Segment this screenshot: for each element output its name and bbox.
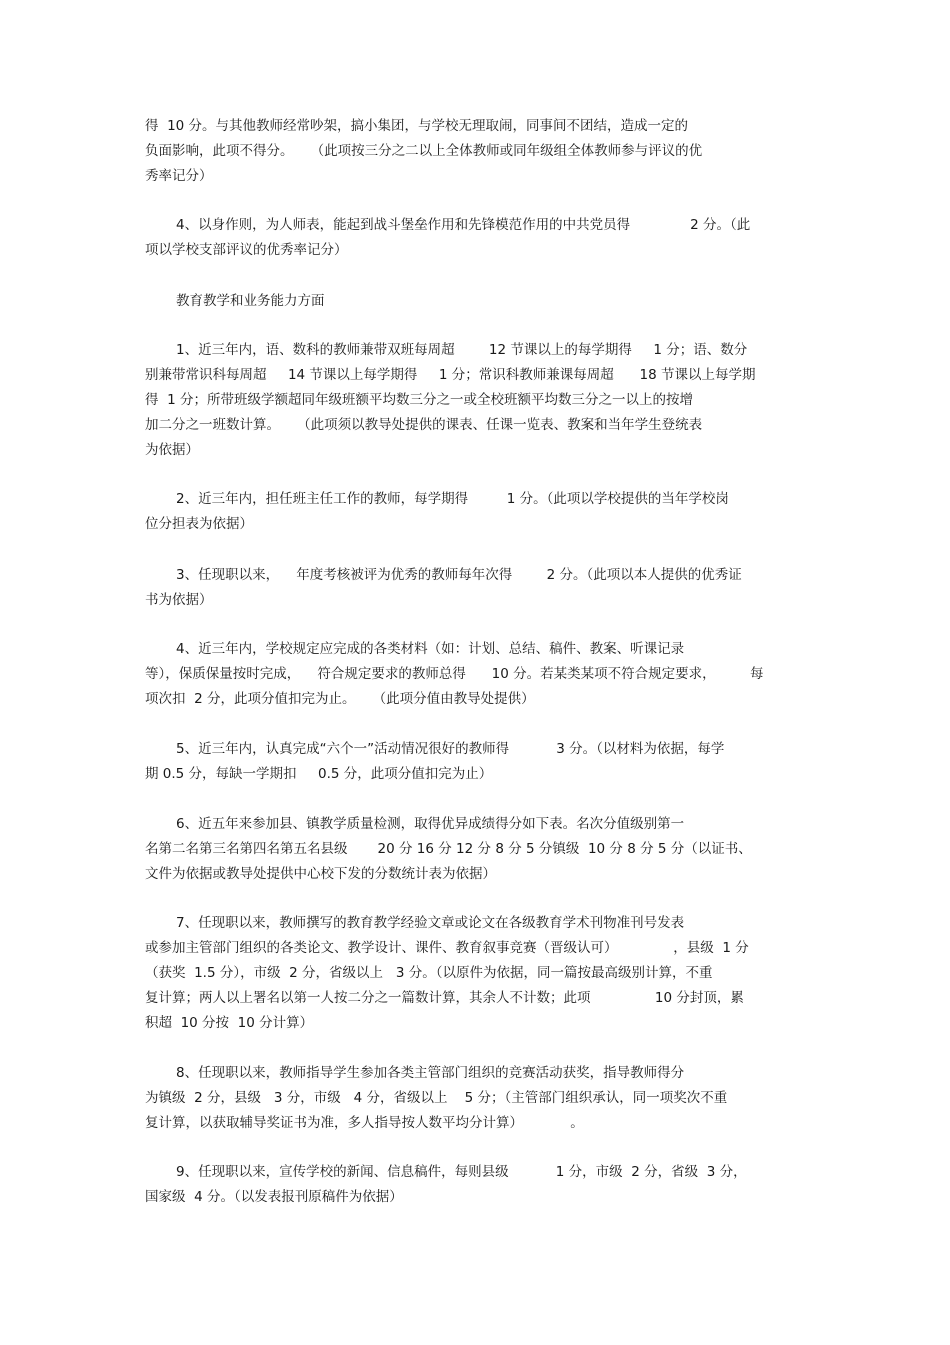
- text-line: 7、任现职以来，教师撰写的教育教学经验文章或论文在各级教育学术刊物准刊号发表: [176, 915, 685, 931]
- text-line: 为镇级 2 分，县级 3 分，市级 4 分，省级以上 5 分；（主管部门组织承认，同一项奖次不重: [145, 1090, 728, 1106]
- text-line: 国家级 4 分。（以发表报刊原稿件为依据）: [145, 1189, 403, 1205]
- text-line: （获奖 1.5 分），市级 2 分，省级以上 3 分。（以原件为依据，同一篇按最高级别计算，不重: [145, 965, 713, 981]
- text-line: 积超 10 分按 10 分计算）: [145, 1015, 314, 1031]
- section-heading: 教育教学和业务能力方面: [176, 293, 325, 309]
- text-line: 4、近三年内，学校规定应完成的各类材料（如：计划、总结、稿件、教案、听课记录: [176, 641, 685, 657]
- text-line: 4、以身作则，为人师表，能起到战斗堡垒作用和先锋模范作用的中共党员得 2 分。（此: [176, 217, 751, 233]
- text-line: 3、任现职以来， 年度考核被评为优秀的教师每年次得 2 分。（此项以本人提供的优秀证: [176, 567, 742, 583]
- text-line: 5、近三年内，认真完成“六个一”活动情况很好的教师得 3 分。（以材料为依据，每学: [176, 741, 725, 757]
- text-line: 或参加主管部门组织的各类论文、教学设计、课件、教育叙事竞赛（晋级认可） ，县级 1 分: [145, 940, 749, 956]
- text-line: 1、近三年内，语、数科的教师兼带双班每周超 12 节课以上的每学期得 1 分；语、数分: [176, 342, 748, 358]
- text-line: 书为依据）: [145, 592, 213, 608]
- text-line: 8、任现职以来，教师指导学生参加各类主管部门组织的竞赛活动获奖，指导教师得分: [176, 1065, 685, 1081]
- text-line: 2、近三年内，担任班主任工作的教师，每学期得 1 分。（此项以学校提供的当年学校岗: [176, 491, 729, 507]
- text-line: 别兼带常识科每周超 14 节课以上每学期得 1 分；常识科教师兼课每周超 18 节课以上每学期: [145, 367, 756, 383]
- text-line: 9、任现职以来，宣传学校的新闻、信息稿件，每则县级 1 分，市级 2 分，省级 3 分，: [176, 1164, 747, 1180]
- text-line: 秀率记分）: [145, 168, 213, 184]
- text-line: 得 1 分；所带班级学额超同年级班额平均数三分之一或全校班额平均数三分之一以上的按增: [145, 392, 693, 408]
- text-line: 得 10 分。与其他教师经常吵架，搞小集团，与学校无理取闹，同事间不团结，造成一定的: [145, 118, 689, 134]
- text-line: 项次扣 2 分，此项分值扣完为止。 （此项分值由教导处提供）: [145, 691, 535, 707]
- text-line: 为依据）: [145, 442, 199, 458]
- text-line: 加二分之一班数计算。 （此项须以教导处提供的课表、任课一览表、教案和当年学生登统表: [145, 417, 703, 433]
- text-line: 等），保质保量按时完成， 符合规定要求的教师总得 10 分。若某类某项不符合规定要求， 每: [145, 666, 764, 682]
- text-line: 复计算，以获取辅导奖证书为准，多人指导按人数平均分计算） 。: [145, 1115, 584, 1131]
- text-line: 项以学校支部评议的优秀率记分）: [145, 242, 348, 258]
- text-line: 位分担表为依据）: [145, 516, 253, 532]
- text-line: 复计算；两人以上署名以第一人按二分之一篇数计算，其余人不计数；此项 10 分封顶，累: [145, 990, 744, 1006]
- text-line: 文件为依据或教导处提供中心校下发的分数统计表为依据）: [145, 866, 496, 882]
- text-line: 6、近五年来参加县、镇教学质量检测，取得优异成绩得分如下表。名次分值级别第一: [176, 816, 685, 832]
- text-line: 负面影响，此项不得分。 （此项按三分之二以上全体教师或同年级组全体教师参与评议的优: [145, 143, 703, 159]
- text-line: 名第二名第三名第四名第五名县级 20 分 16 分 12 分 8 分 5 分镇级 10 分 8 分 5 分（以证书、: [145, 841, 752, 857]
- text-line: 期 0.5 分，每缺一学期扣 0.5 分，此项分值扣完为止）: [145, 766, 493, 782]
